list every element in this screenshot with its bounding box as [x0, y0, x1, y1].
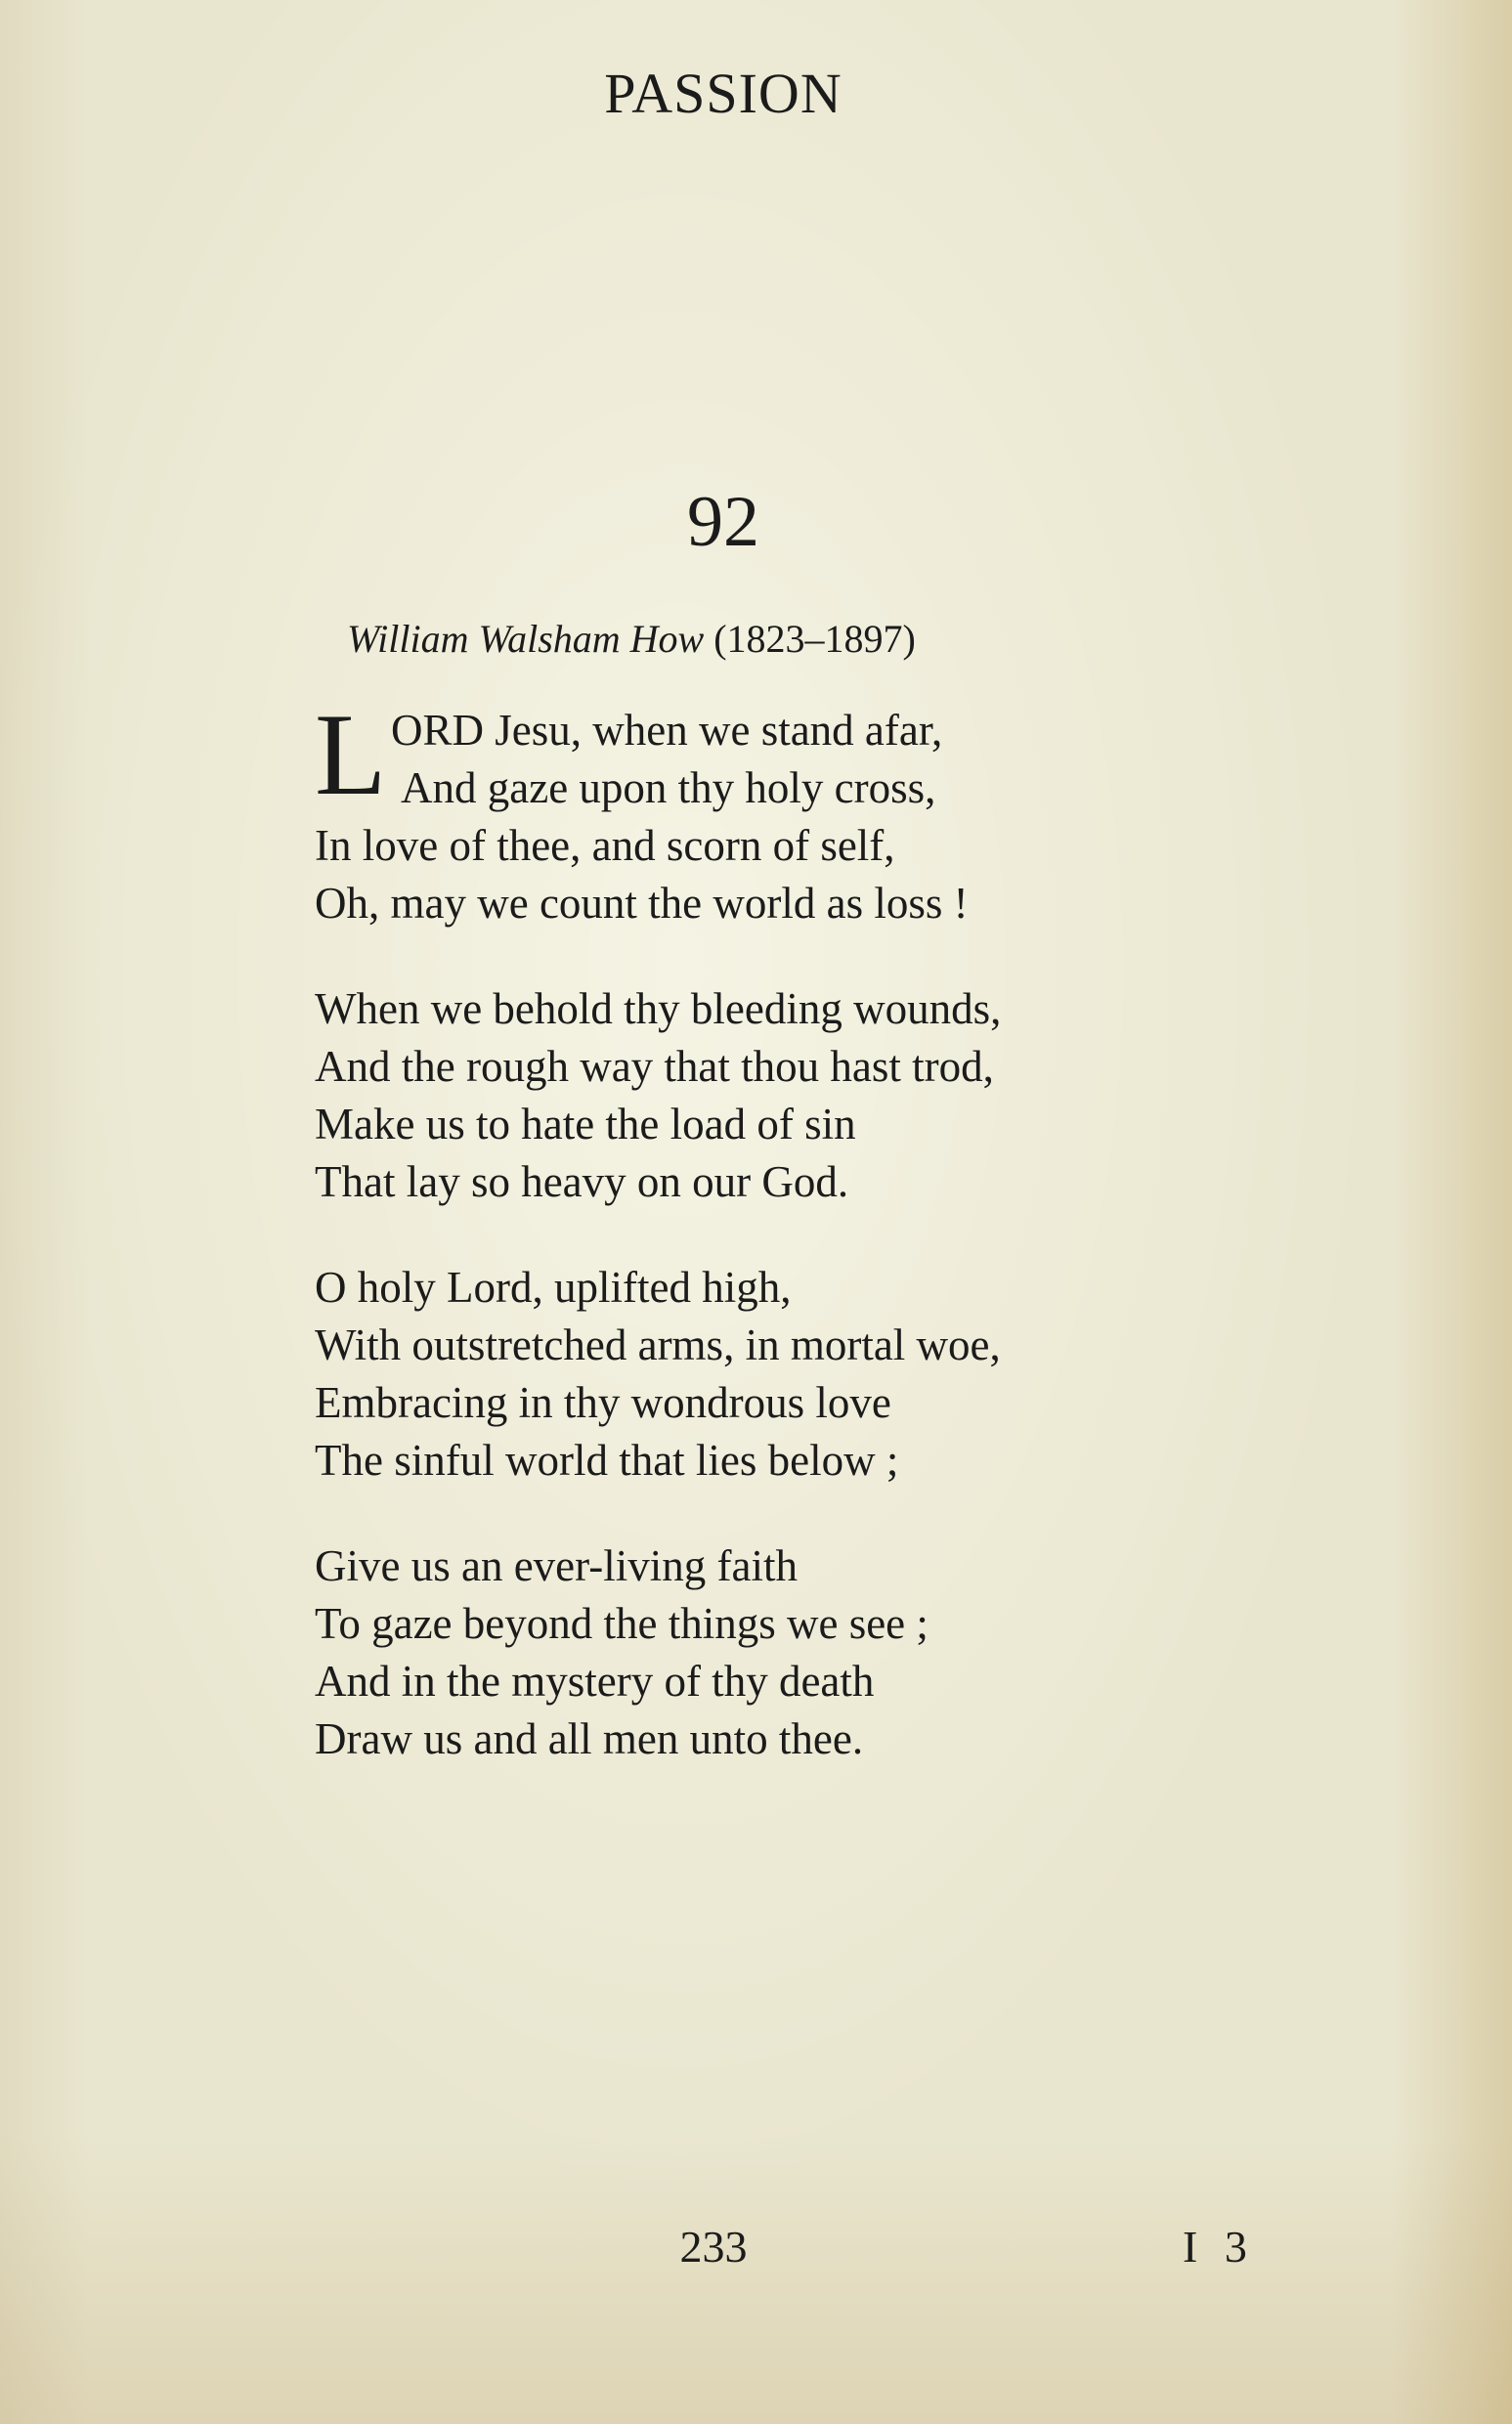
author-name: William Walsham How	[347, 617, 705, 661]
stanza-2	[315, 980, 1292, 1211]
verse-line: When we behold thy bleeding wounds,	[315, 984, 1002, 1033]
verse-line: To gaze beyond the things we see ;	[315, 1599, 929, 1648]
verse-line: With outstretched arms, in mortal woe,	[315, 1320, 1001, 1369]
verse-line: And in the mystery of thy death	[315, 1657, 875, 1706]
stanza-3	[315, 1259, 1292, 1490]
verse-line: Embracing in thy wondrous love	[315, 1378, 891, 1427]
verse-line: Draw us and all men unto thee.	[315, 1714, 864, 1763]
verse-line: O holy Lord, uplifted high,	[315, 1263, 792, 1312]
hymn-number: 92	[687, 482, 759, 562]
verse-line: Make us to hate the load of sin	[315, 1100, 856, 1148]
hymn-text	[315, 689, 1292, 1816]
verse-line: The sinful world that lies below ;	[315, 1436, 899, 1485]
stanza-4	[315, 1537, 1292, 1768]
page-number: 233	[679, 2222, 748, 2272]
verse-line: In love of thee, and scorn of self,	[315, 821, 895, 870]
verse-line: And the rough way that thou hast trod,	[315, 1042, 994, 1091]
author-attribution	[347, 616, 916, 662]
running-head: PASSION	[604, 62, 842, 125]
verse-line: Give us an ever-living faith	[315, 1541, 798, 1590]
drop-cap: L	[315, 689, 387, 819]
stanza-1	[315, 689, 1292, 932]
verse-line: And gaze upon thy holy cross,	[401, 763, 936, 812]
signature-mark: I 3	[1183, 2222, 1255, 2272]
verse-line: Oh, may we count the world as loss !	[315, 879, 969, 928]
verse-line-text: ORD Jesu, when we stand afar,	[391, 706, 943, 755]
verse-line: That lay so heavy on our God.	[315, 1157, 849, 1206]
author-dates: (1823–1897)	[713, 617, 916, 661]
